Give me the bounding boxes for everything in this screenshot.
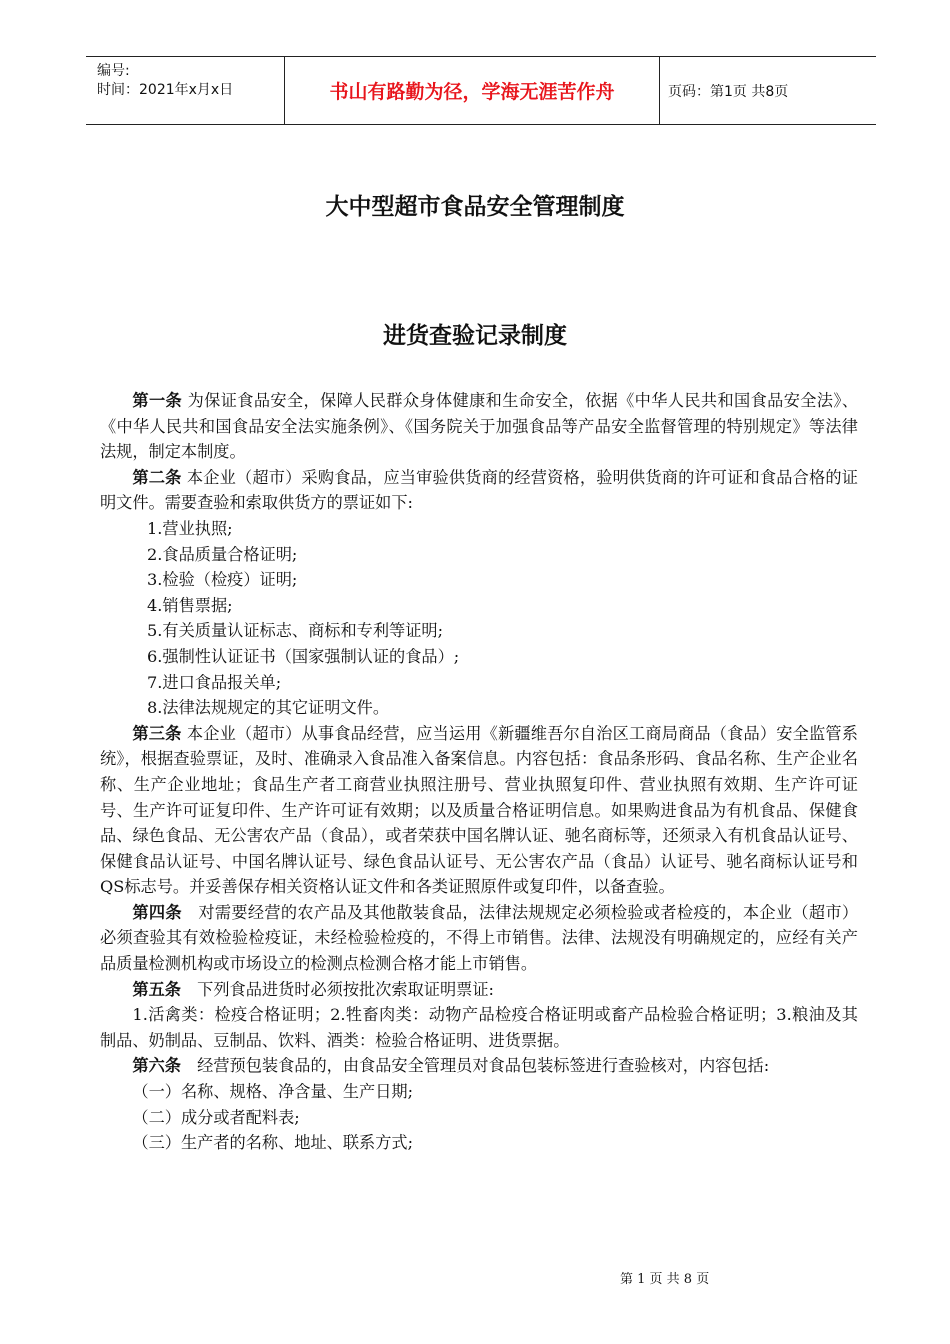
article-label: 第三条	[132, 723, 182, 743]
list-item: 2.食品质量合格证明;	[146, 544, 298, 564]
time-label: 时间：2021年x月x日	[97, 82, 234, 98]
list-item: （一）名称、规格、净含量、生产日期;	[132, 1082, 414, 1102]
article-label: 第五条	[132, 979, 181, 999]
list-item: 1.营业执照;	[146, 518, 233, 538]
list-item: 6.强制性认证证书（国家强制认证的食品）;	[146, 646, 460, 666]
article-label: 第一条	[132, 391, 183, 410]
list-item: 7.进口食品报关单;	[146, 672, 282, 692]
list-item: （三）生产者的名称、地址、联系方式;	[132, 1133, 414, 1153]
article-6	[100, 1053, 858, 1079]
list-item: 8.法律法规规定的其它证明文件。	[146, 698, 390, 718]
article-5-detail: 1.活禽类：检疫合格证明；2.牲畜肉类：动物产品检疫合格证明或畜产品检验合格证明；3.粮油及其制品、奶制品、豆制品、饮料、酒类：检验合格证明、进货票据。	[100, 1005, 858, 1050]
article-text: 下列食品进货时必须按批次索取证明票证:	[180, 979, 494, 999]
list-item: 5.有关质量认证标志、商标和专利等证明;	[146, 621, 444, 641]
page-header	[86, 56, 876, 125]
article-text: 经营预包装食品的，由食品安全管理员对食品包装标签进行查验核对，内容包括:	[180, 1056, 770, 1076]
article-text: 对需要经营的农产品及其他散装食品，法律法规规定必须检验或者检疫的，本企业（超市）必须查验其有效检验检疫证，未经检验检疫的，不得上市销售。法律、法规没有明确规定的，应经有关产品质量检测机构或市场设立的检测点检测合格才能上市销售。	[100, 902, 859, 974]
header-meta	[86, 57, 284, 124]
article-2	[100, 465, 858, 516]
header-divider	[659, 57, 660, 124]
article-label: 第四条	[132, 902, 182, 922]
document-title: 大中型超市食品安全管理制度	[325, 193, 625, 220]
section-title: 进货查验记录制度	[383, 322, 567, 349]
article-text: 本企业（超市）从事食品经营，应当运用《新疆维吾尔自治区工商局商品（食品）安全监管系统》，根据查验票证，及时、准确录入食品准入备案信息。内容包括：食品条形码、食品名称、生产企业名称、生产企业地址；食品生产者工商营业执照注册号、营业执照复印件、营业执照有效期、生产许可证号、生产许可证复印件、生产许可证有效期；以及质量合格证明信息。如果购进食品为有机食品、保健食品、绿色食品、无公害农产品（食品），或者荣获中国名牌认证、驰名商标等，还须录入有机食品认证号、保健食品认证号、中国名牌认证号、绿色食品认证号、无公害农产品（食品）认证号、驰名商标认证号和QS标志号。并妥善保存相关资格认证文件和各类证照原件或复印件，以备查验。	[100, 723, 858, 897]
list-item: 3.检验（检疫）证明;	[146, 570, 298, 590]
page-footer: 第 1 页 共 8 页	[620, 1272, 710, 1287]
number-label: 编号:	[97, 63, 130, 79]
header-page-label: 页码：第1页 共8页	[668, 83, 789, 100]
list-item: 4.销售票据;	[146, 595, 233, 615]
article-5	[100, 977, 858, 1003]
list-item: （二）成分或者配料表;	[132, 1107, 300, 1127]
article-text: 为保证食品安全，保障人民群众身体健康和生命安全，依据《中华人民共和国食品安全法》、《中华人民共和国食品安全法实施条例》、《国务院关于加强食品等产品安全监督管理的特别规定》等法律法规，制定本制度。	[100, 391, 859, 462]
article-label: 第二条	[132, 467, 182, 487]
article-3	[100, 721, 858, 900]
document-body	[100, 388, 858, 1156]
article-label: 第六条	[132, 1056, 181, 1076]
article-4	[100, 900, 858, 977]
header-motto: 书山有路勤为径，学海无涯苦作舟	[329, 81, 615, 103]
article-1	[100, 388, 858, 465]
article-text: 本企业（超市）采购食品，应当审验供货商的经营资格，验明供货商的许可证和食品合格的证明文件。需要查验和索取供货方的票证如下:	[100, 467, 858, 513]
